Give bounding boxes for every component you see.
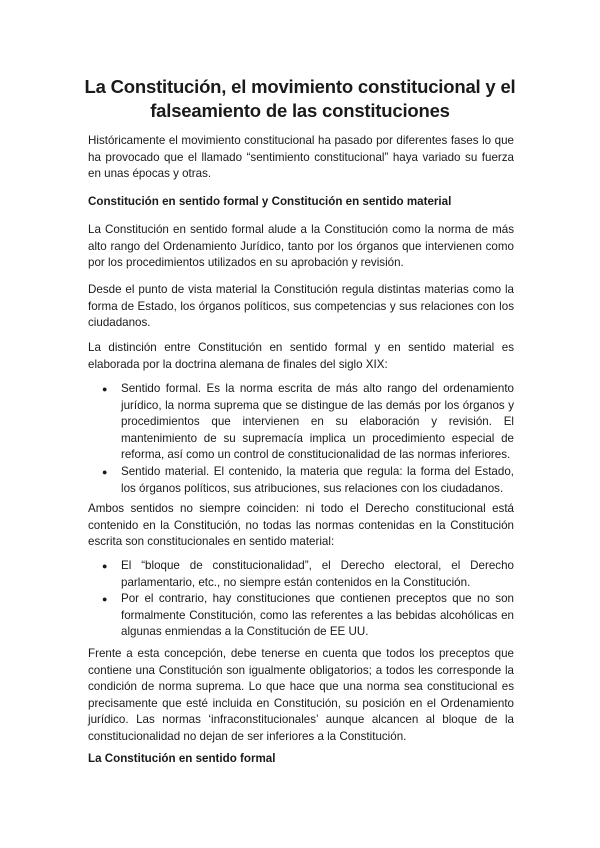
list-item [88, 558, 514, 591]
bullet-icon: ● [102, 594, 108, 605]
list-item-text: Sentido formal. Es la norma escrita de más alto rango del ordenamiento jurídico, la norma suprema que se distingue de las demás por los órganos y procedimientos que intervienen en su elaboración y revisión. El mantenimiento de su supremacía implica un procedimiento especial de reforma, así como un control de constitucionalidad de las normas inferiores. [121, 382, 514, 462]
intro-paragraph: Históricamente el movimiento constitucional ha pasado por diferentes fases lo que ha provocado que el llamado “sentimiento constitucional” haya variado su fuerza en unas épocas y otras. [88, 134, 514, 181]
list-item [88, 464, 514, 497]
paragraph-both-senses: Ambos sentidos no siempre coinciden: ni todo el Derecho constitucional está contenido en la Constitución, no todas las normas contenidas en la Constitución escrita son constitucionales en sentido material: [88, 502, 514, 549]
bullet-list-senses [88, 381, 514, 497]
paragraph-supreme-norm: Frente a esta concepción, debe tenerse en cuenta que todos los preceptos que contiene una Constitución son igualmente obligatorios; a todos les corresponde la condición de norma suprema. Lo que hace que una norma sea constitucional es precisamente que esté incluida en Constitución, su posición en el Ordenamiento jurídico. Las normas ‘infraconstitucionales’ aunque alcancen al bloque de la constitucionalidad no dejan de ser inferiores a la Constitución. [88, 647, 514, 743]
bullet-icon: ● [102, 384, 108, 394]
paragraph-german-doctrine: La distinción entre Constitución en sentido formal y en sentido material es elaborada por la doctrina alemana de finales del siglo XIX: [88, 341, 514, 371]
paragraph-material-sense: Desde el punto de vista material la Constitución regula distintas materias como la forma de Estado, los órganos políticos, sus competencias y sus relaciones con los ciudadanos. [88, 283, 514, 330]
bullet-icon: ● [102, 466, 108, 477]
list-item-text: El “bloque de constitucionalidad”, el Derecho electoral, el Derecho parlamentario, etc., no siempre están contenidos en la Constitución. [121, 559, 514, 589]
list-item-text: Por el contrario, hay constituciones que contienen preceptos que no son formalmente Constitución, como las referentes a las bebidas alcohólicas en algunas enmiendas a la Constitución de EE UU. [121, 592, 514, 639]
page-title [60, 75, 540, 123]
list-item [88, 381, 514, 464]
section-heading-formal: La Constitución en sentido formal [88, 752, 276, 765]
section-heading-formal-material: Constitución en sentido formal y Constitución en sentido material [88, 195, 452, 208]
page-title-line-1: La Constitución, el movimiento constitucional y el [84, 76, 516, 97]
page-title-line-2: falseamiento de las constituciones [150, 100, 450, 121]
bullet-list-examples [88, 558, 514, 641]
list-item-text: Sentido material. El contenido, la materia que regula: la forma del Estado, los órganos políticos, sus atribuciones, sus relaciones con los ciudadanos. [121, 464, 514, 495]
list-item [88, 591, 514, 641]
paragraph-formal-sense: La Constitución en sentido formal alude a la Constitución como la norma de más alto rango del Ordenamiento Jurídico, tanto por los órganos que intervienen como por los procedimientos utilizados en su aprobación y revisión. [88, 223, 514, 270]
bullet-icon: ● [102, 561, 108, 571]
